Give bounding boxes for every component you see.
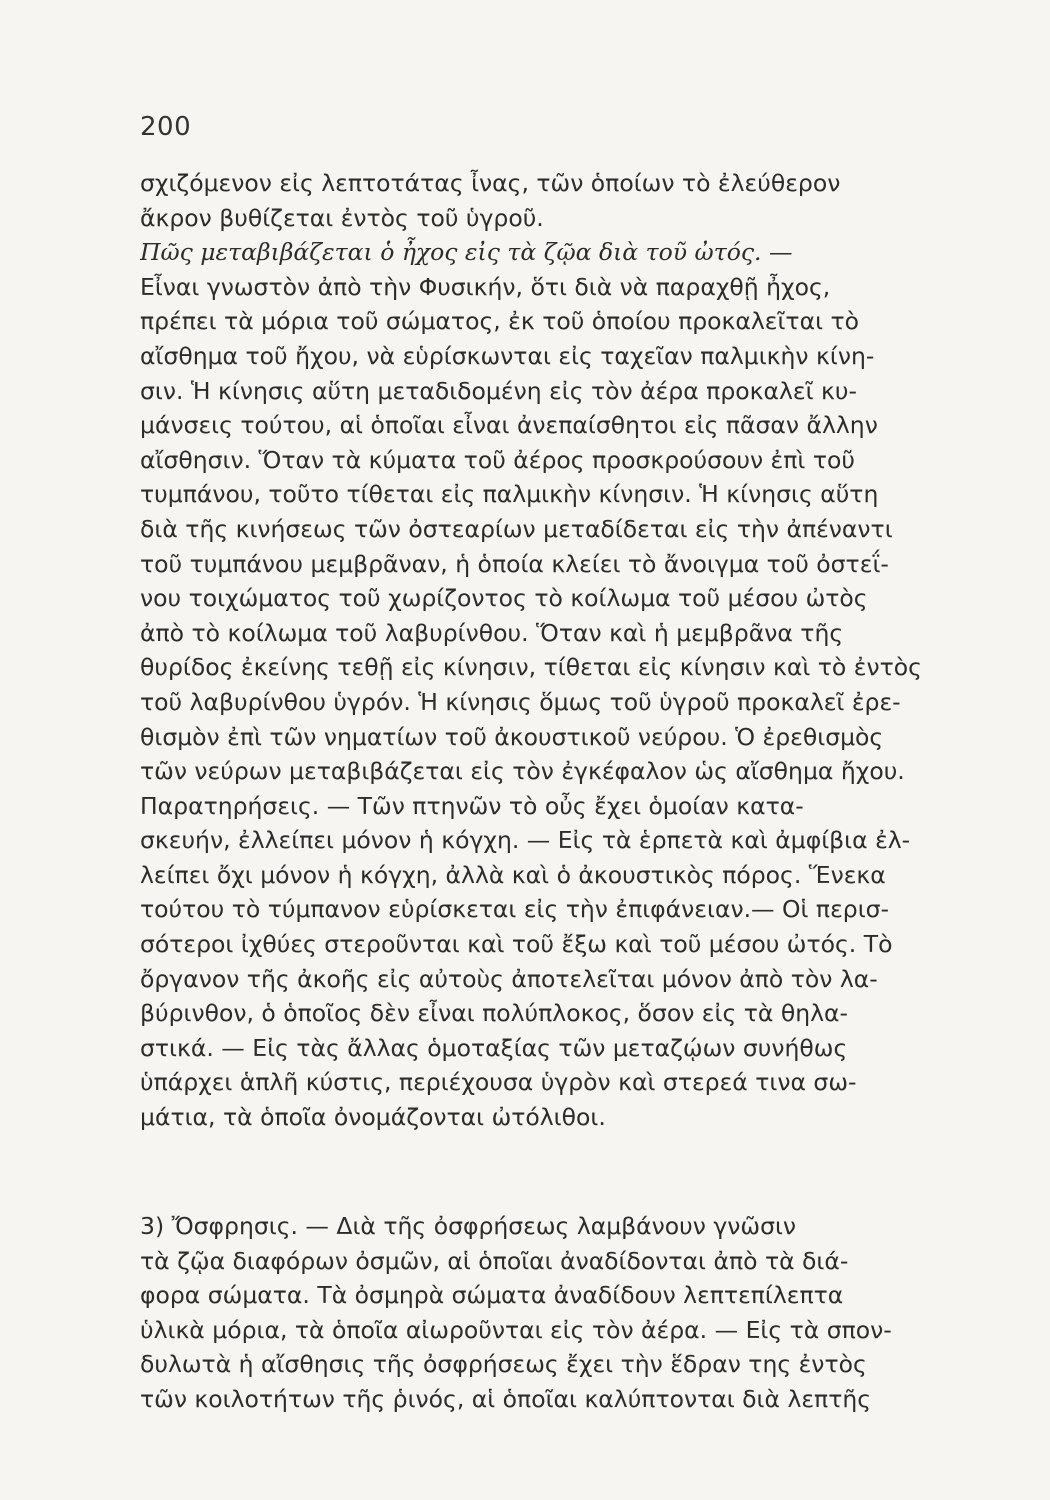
text-line: μάτια, τὰ ὁποῖα ὀνομάζονται ὠτόλιθοι.: [140, 1103, 606, 1132]
text-line: διὰ τῆς κινήσεως τῶν ὀστεαρίων μεταδίδεται εἰς τὴν ἀπέναντι: [140, 514, 893, 543]
page-number: 200: [140, 112, 192, 142]
text-line: σκευήν, ἐλλείπει μόνον ἡ κόγχη. — Εἰς τὰ ἑρπετὰ καὶ ἀμφίβια ἐλ-: [140, 826, 911, 855]
text-line: στικά. — Εἰς τὰς ἄλλας ὁμοταξίας τῶν μεταζῴων συνήθως: [140, 1033, 848, 1062]
text-line: τῶν κοιλοτήτων τῆς ῥινός, αἱ ὁποῖαι καλύπτονται διὰ λεπτῆς: [140, 1384, 872, 1413]
text-line: τυμπάνου, τοῦτο τίθεται εἰς παλμικὴν κίνησιν. Ἡ κίνησις αὕτη: [140, 480, 879, 509]
text-line: ὑπάρχει ἁπλῆ κύστις, περιέχουσα ὑγρὸν καὶ στερεά τινα σω-: [140, 1068, 857, 1097]
text-line: βύρινθον, ὁ ὁποῖος δὲν εἶναι πολύπλοκος, ὅσον εἰς τὰ θηλα-: [140, 999, 848, 1028]
text-line: σότεροι ἰχθύες στεροῦνται καὶ τοῦ ἔξω καὶ τοῦ μέσου ὠτός. Τὸ: [140, 930, 893, 959]
text-line: ἄκρον βυθίζεται ἐντὸς τοῦ ὑγροῦ.: [140, 203, 544, 232]
text-line: 3) Ὄσφρησις. — Διὰ τῆς ὀσφρήσεως λαμβάνουν γνῶσιν: [140, 1212, 797, 1240]
text-line: πρέπει τὰ μόρια τοῦ σώματος, ἐκ τοῦ ὁποίου προκαλεῖται τὸ: [140, 307, 860, 336]
text-line: αἴσθημα τοῦ ἤχου, νὰ εὑρίσκωνται εἰς ταχεῖαν παλμικὴν κίνη-: [140, 341, 875, 370]
text-line: μάνσεις τούτου, αἱ ὁποῖαι εἶναι ἀνεπαίσθητοι εἰς πᾶσαν ἄλλην: [140, 411, 878, 440]
text-line: αἴσθησιν. Ὅταν τὰ κύματα τοῦ ἀέρος προσκρούσουν ἐπὶ τοῦ: [140, 445, 855, 474]
text-line: λείπει ὄχι μόνον ἡ κόγχη, ἀλλὰ καὶ ὁ ἀκουστικὸς πόρος. Ἕνεκα: [140, 860, 886, 889]
text-line: δυλωτὰ ἡ αἴσθησις τῆς ὀσφρήσεως ἔχει τὴν ἕδραν της ἐντὸς: [140, 1350, 867, 1379]
text-line: φορα σώματα. Τὰ ὀσμηρὰ σώματα ἀναδίδουν λεπτεπίλεπτα: [140, 1281, 844, 1310]
text-line: θισμὸν ἐπὶ τῶν νηματίων τοῦ ἀκουστικοῦ νεύρου. Ὁ ἐρεθισμὸς: [140, 722, 884, 751]
text-line: νου τοιχώματος τοῦ χωρίζοντος τὸ κοίλωμα τοῦ μέσου ὠτὸς: [140, 584, 868, 613]
text-line: Παρατηρήσεις. — Τῶν πτηνῶν τὸ οὖς ἔχει ὁμοίαν κατα-: [140, 791, 804, 820]
text-line: τὰ ζῷα διαφόρων ὀσμῶν, αἱ ὁποῖαι ἀναδίδονται ἀπὸ τὰ διά-: [140, 1246, 849, 1275]
paragraph-smell: [140, 1209, 1020, 1417]
text-line: τούτου τὸ τύμπανον εὑρίσκεται εἰς τὴν ἐπιφάνειαν.— Οἱ περισ-: [140, 895, 890, 924]
text-line: τοῦ λαβυρίνθου ὑγρόν. Ἡ κίνησις ὅμως τοῦ ὑγροῦ προκαλεῖ ἐρε-: [140, 687, 901, 716]
text-line: σχιζόμενον εἰς λεπτοτάτας ἶνας, τῶν ὁποίων τὸ ἐλεύθερον: [140, 169, 841, 197]
text-line: ὑλικὰ μόρια, τὰ ὁποῖα αἰωροῦνται εἰς τὸν ἀέρα. — Εἰς τὰ σπον-: [140, 1315, 892, 1344]
section-heading: Πῶς μεταβιβάζεται ὁ ἦχος εἰς τὰ ζῷα διὰ τοῦ ὠτός. —: [140, 238, 793, 267]
text-line: τοῦ τυμπάνου μεμβρᾶναν, ἡ ὁποία κλείει τὸ ἄνοιγμα τοῦ ὀστεΐ-: [140, 549, 889, 578]
text-line: ὄργανον τῆς ἀκοῆς εἰς αὐτοὺς ἀποτελεῖται μόνον ἀπὸ τὸν λα-: [140, 964, 878, 993]
paragraph-hearing: [140, 166, 1020, 1135]
text-line: Εἶναι γνωστὸν ἀπὸ τὴν Φυσικήν, ὅτι διὰ νὰ παραχθῇ ἦχος,: [140, 272, 831, 301]
text-line: σιν. Ἡ κίνησις αὕτη μεταδιδομένη εἰς τὸν ἀέρα προκαλεῖ κυ-: [140, 376, 857, 405]
text-line: θυρίδος ἐκείνης τεθῇ εἰς κίνησιν, τίθεται εἰς κίνησιν καὶ τὸ ἐντὸς: [140, 653, 922, 682]
text-line: τῶν νεύρων μεταβιβάζεται εἰς τὸν ἐγκέφαλον ὡς αἴσθημα ἤχου.: [140, 757, 905, 786]
text-line: ἀπὸ τὸ κοίλωμα τοῦ λαβυρίνθου. Ὅταν καὶ ἡ μεμβρᾶνα τῆς: [140, 618, 844, 647]
